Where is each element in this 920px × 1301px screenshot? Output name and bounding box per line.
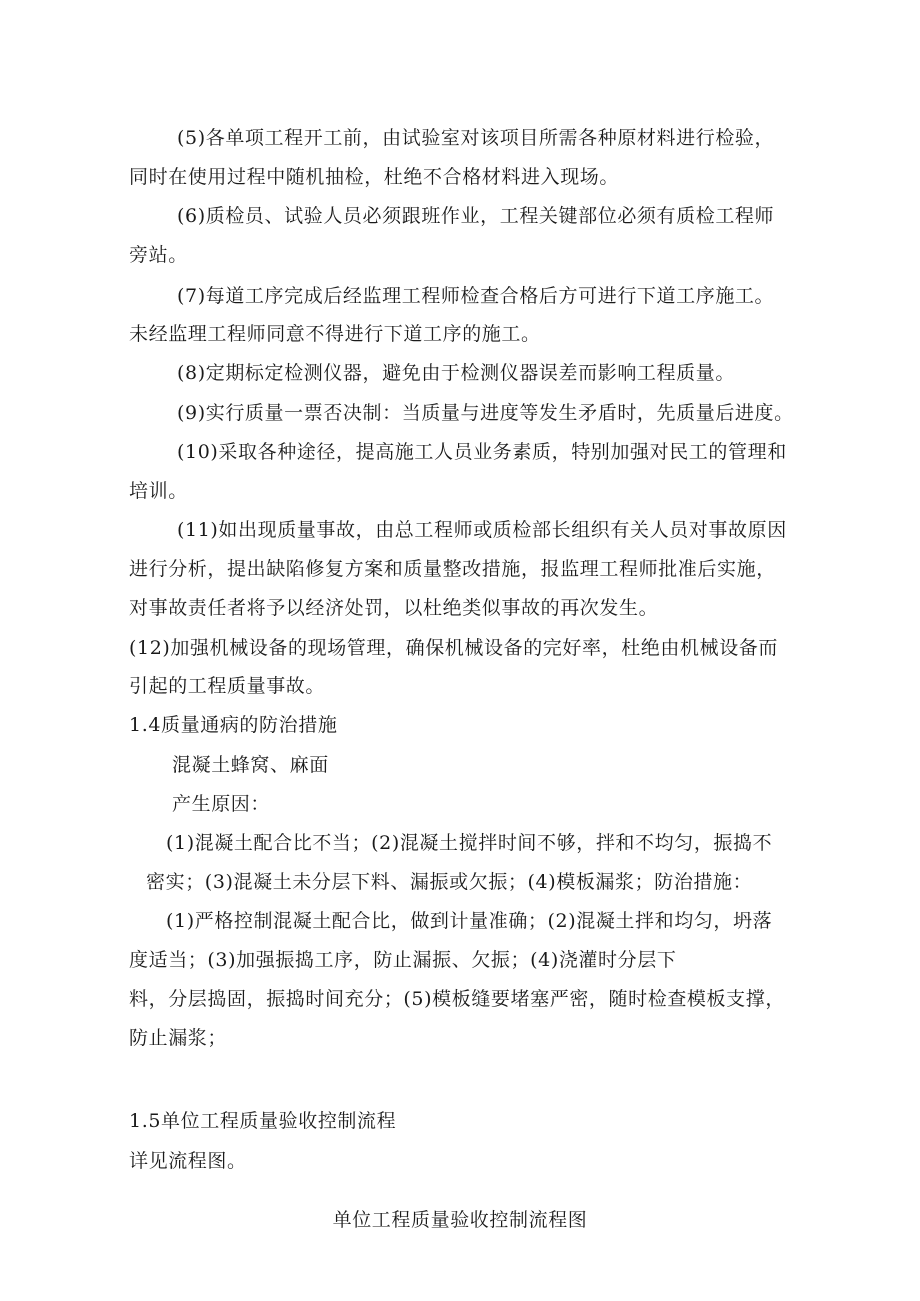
paragraph-6-line-2: 旁站。 — [129, 244, 188, 266]
flowchart-caption: 单位工程质量验收控制流程图 — [332, 1209, 588, 1231]
section-1-4-heading: 1.4质量通病的防治措施 — [129, 714, 338, 736]
paragraph-10-line-1: (10)采取各种途径，提高施工人员业务素质，特别加强对民工的管理和 — [177, 441, 787, 463]
section-1-5-heading: 1.5单位工程质量验收控制流程 — [129, 1110, 397, 1132]
paragraph-11-line-3: 对事故责任者将予以经济处罚，以杜绝类似事故的再次发生。 — [129, 597, 659, 619]
measure-line-2: 度适当；(3)加强振捣工序，防止漏振、欠振；(4)浇灌时分层下 — [129, 949, 677, 971]
cause-line-1: (1)混凝土配合比不当；(2)混凝土搅拌时间不够，拌和不均匀，振捣不 — [166, 832, 773, 854]
paragraph-11-line-1: (11)如出现质量事故，由总工程师或质检部长组织有关人员对事故原因 — [177, 519, 787, 541]
paragraph-10-line-2: 培训。 — [129, 480, 188, 502]
measure-line-4: 防止漏浆； — [129, 1027, 228, 1049]
measure-line-3: 料，分层捣固，振捣时间充分；(5)模板缝要堵塞严密，随时检查模板支撑， — [129, 988, 785, 1010]
paragraph-5-line-2: 同时在使用过程中随机抽检，杜绝不合格材料进入现场。 — [129, 166, 620, 188]
cause-label: 产生原因： — [172, 793, 271, 815]
defect-item-title: 混凝土蜂窝、麻面 — [172, 754, 329, 776]
flowchart-note: 详见流程图。 — [129, 1150, 247, 1172]
paragraph-11-line-2: 进行分析，提出缺陷修复方案和质量整改措施，报监理工程师批准后实施， — [129, 558, 776, 580]
paragraph-9: (9)实行质量一票否决制：当质量与进度等发生矛盾时，先质量后进度。 — [177, 402, 794, 424]
paragraph-12-line-1: (12)加强机械设备的现场管理，确保机械设备的完好率，杜绝由机械设备而 — [129, 637, 779, 659]
paragraph-7-line-2: 未经监理工程师同意不得进行下道工序的施工。 — [129, 323, 541, 345]
measure-line-1: (1)严格控制混凝土配合比，做到计量准确；(2)混凝土拌和均匀，坍落 — [166, 910, 773, 932]
paragraph-8: (8)定期标定检测仪器，避免由于检测仪器误差而影响工程质量。 — [177, 362, 735, 384]
paragraph-6-line-1: (6)质检员、试验人员必须跟班作业，工程关键部位必须有质检工程师 — [177, 205, 775, 227]
paragraph-7-line-1: (7)每道工序完成后经监理工程师检查合格后方可进行下道工序施工。 — [177, 285, 775, 307]
cause-line-2: 密实；(3)混凝土未分层下料、漏振或欠振；(4)模板漏浆；防治措施： — [146, 871, 753, 893]
paragraph-12-line-2: 引起的工程质量事故。 — [129, 675, 326, 697]
paragraph-5-line-1: (5)各单项工程开工前，由试验室对该项目所需各种原材料进行检验， — [177, 127, 775, 149]
